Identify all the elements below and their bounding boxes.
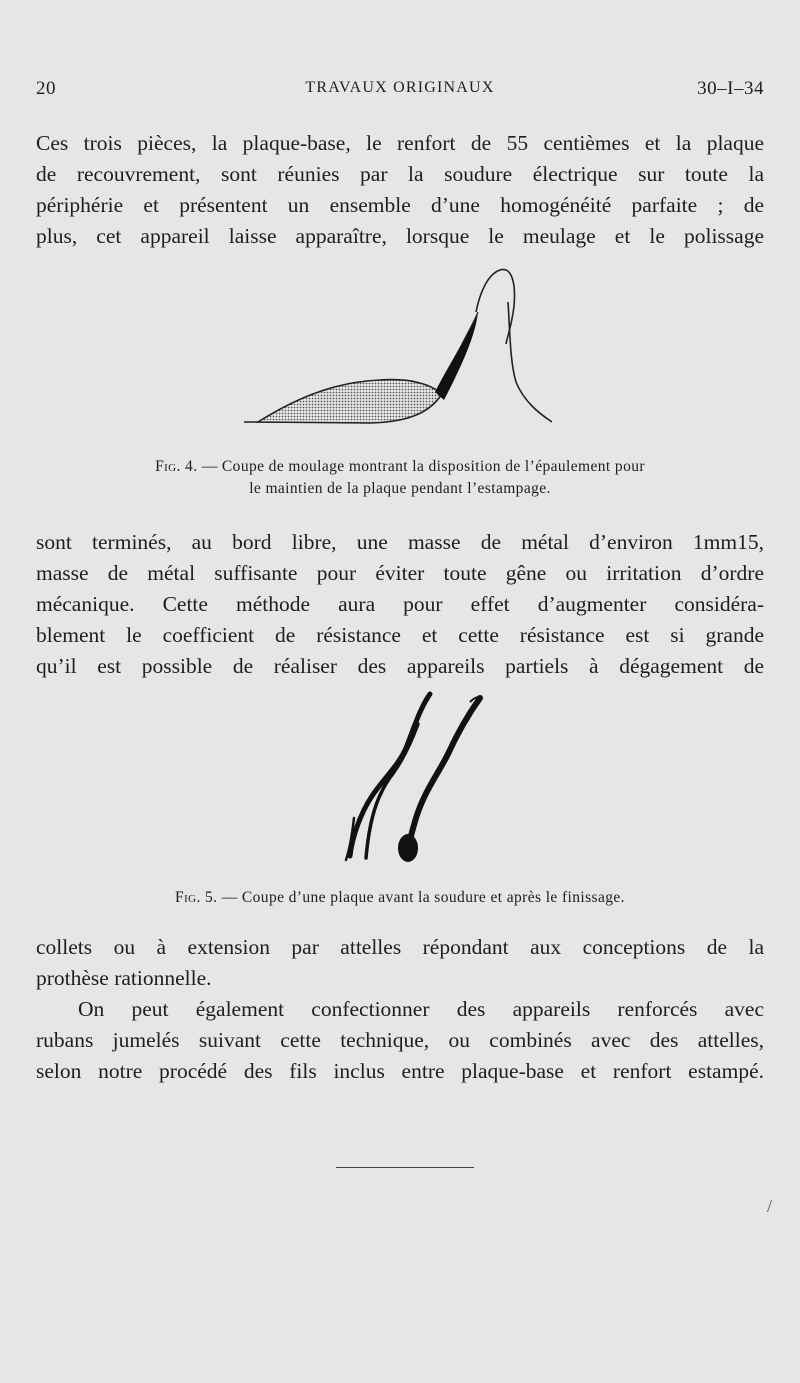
text-line: Ces trois pièces, la plaque-base, le renfort de 55 centièmes et la plaque xyxy=(36,131,764,155)
issue-date: 30–I–34 xyxy=(697,78,764,99)
figure-4-caption xyxy=(36,456,764,500)
figure-5-plate-sections xyxy=(320,688,500,868)
text-line: plus, cet appareil laisse apparaître, lorsque le meulage et le polissage xyxy=(36,224,764,248)
text-line: collets ou à extension par attelles répondant aux conceptions de la xyxy=(36,935,764,959)
text-line: de recouvrement, sont réunies par la soudure électrique sur toute la xyxy=(36,162,764,186)
figure-4-mould-section xyxy=(230,262,570,462)
figure-5-caption xyxy=(36,887,764,909)
section-divider xyxy=(336,1167,474,1168)
text-line: qu’il est possible de réaliser des appareils partiels à dégagement de xyxy=(36,654,764,678)
caption-text: — Coupe d’une plaque avant la soudure et après le finissage. xyxy=(221,889,625,906)
text-line: On peut également confectionner des appareils renforcés avec xyxy=(78,997,764,1021)
paragraph-4 xyxy=(36,994,764,1087)
paragraph-2 xyxy=(36,527,764,682)
text-line: périphérie et présentent un ensemble d’une homogénéité parfaite ; de xyxy=(36,193,764,217)
caption-text: le maintien de la plaque pendant l’estampage. xyxy=(249,480,551,497)
text-line: blement le coefficient de résistance et cette résistance est si grande xyxy=(36,623,764,647)
figure-label: Fig. 5. xyxy=(175,889,218,906)
margin-mark: / xyxy=(766,1196,772,1216)
running-title: TRAVAUX ORIGINAUX xyxy=(305,79,495,96)
paragraph-3 xyxy=(36,932,764,994)
text-line: mécanique. Cette méthode aura pour effet d’augmenter considéra- xyxy=(36,592,764,616)
figure-label: Fig. 4. xyxy=(155,458,198,475)
running-head xyxy=(36,78,764,104)
text-line: sont terminés, au bord libre, une masse de métal d’environ 1mm15, xyxy=(36,530,764,554)
page-number: 20 xyxy=(36,78,56,99)
text-line: selon notre procédé des fils inclus entre plaque-base et renfort estampé. xyxy=(36,1059,764,1083)
caption-text: — Coupe de moulage montrant la disposition de l’épaulement pour xyxy=(201,458,645,475)
text-line: masse de métal suffisante pour éviter toute gêne ou irritation d’ordre xyxy=(36,561,764,585)
text-line: rubans jumelés suivant cette technique, ou combinés avec des attelles, xyxy=(36,1028,764,1052)
paragraph-1 xyxy=(36,128,764,252)
text-line: prothèse rationnelle. xyxy=(36,966,212,990)
